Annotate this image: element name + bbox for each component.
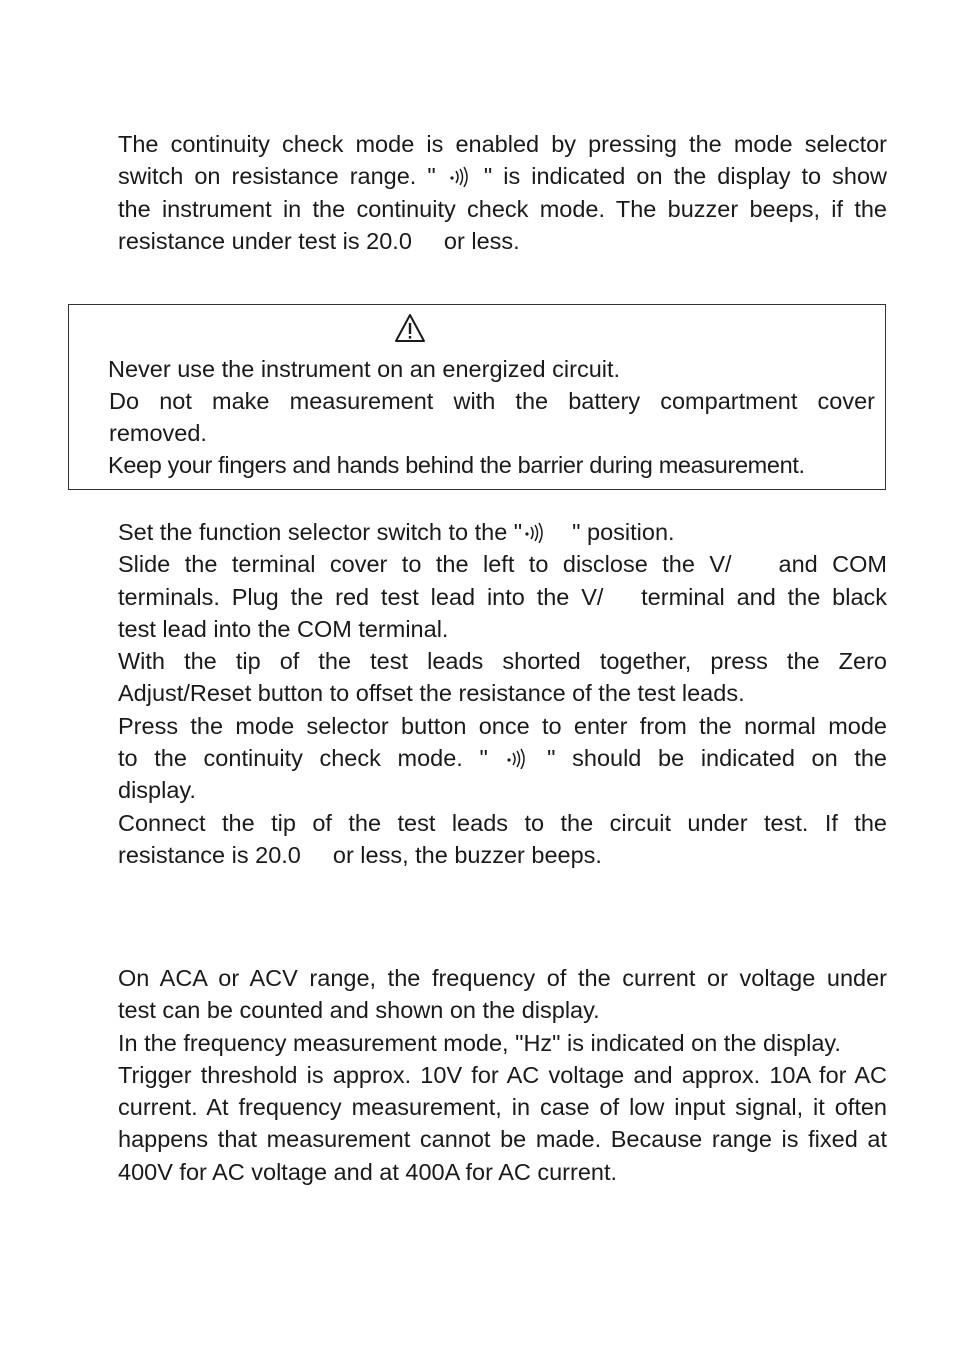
frequency-line-3: In the frequency measurement mode, "Hz" is indicated on the display. <box>118 1029 841 1056</box>
step-2-line-3: test lead into the COM terminal. <box>118 615 449 642</box>
step-3-line-1: With the tip of the test leads shorted together, press the Zero <box>118 648 887 675</box>
step-4-line-3: display. <box>118 777 196 804</box>
step-4-line-2: to the continuity check mode. " " should be indicated on the <box>118 745 887 772</box>
buzzer-icon <box>504 747 530 769</box>
step-2-line-1: Slide the terminal cover to the left to disclose the V/ and COM <box>118 551 887 578</box>
frequency-line-7: 400V for AC voltage and at 400A for AC current. <box>118 1158 618 1185</box>
buzzer-icon <box>447 165 473 187</box>
frequency-line-4: Trigger threshold is approx. 10V for AC voltage and approx. 10A for AC <box>118 1061 887 1088</box>
warning-item-3: Keep your fingers and hands behind the barrier during measurement. <box>108 452 805 478</box>
frequency-line-6: happens that measurement cannot be made. Because range is fixed at <box>118 1126 887 1153</box>
procedure-steps <box>118 516 887 871</box>
frequency-line-2: test can be counted and shown on the display. <box>118 997 600 1024</box>
intro-line-2: switch on resistance range. " " is indicated on the display to show <box>118 163 888 190</box>
warning-item-2-line-2: removed. <box>109 420 207 446</box>
step-5-line-2: resistance is 20.0 or less, the buzzer beeps. <box>118 841 602 868</box>
frequency-paragraph <box>118 962 887 1188</box>
intro-line-1: The continuity check mode is enabled by pressing the mode selector <box>118 131 887 157</box>
intro-line-3: the instrument in the continuity check mode. The buzzer beeps, if the <box>118 195 887 222</box>
step-2-line-2: terminals. Plug the red test lead into the V/ terminal and the black <box>118 583 888 610</box>
frequency-line-5: current. At frequency measurement, in case of low input signal, it often <box>118 1094 887 1121</box>
buzzer-icon <box>522 521 548 543</box>
warning-triangle-icon <box>394 313 426 343</box>
intro-paragraph <box>118 128 887 257</box>
warning-item-1: Never use the instrument on an energized circuit. <box>108 356 621 382</box>
intro-line-4: resistance under test is 20.0 or less. <box>118 227 520 254</box>
frequency-line-1: On ACA or ACV range, the frequency of the current or voltage under <box>118 965 887 991</box>
step-5-line-1: Connect the tip of the test leads to the circuit under test. If the <box>118 809 887 836</box>
warning-box <box>68 304 886 490</box>
step-4-line-1: Press the mode selector button once to enter from the normal mode <box>118 712 887 739</box>
warning-item-2-line-1: Do not make measurement with the battery compartment cover <box>109 388 875 414</box>
step-3-line-2: Adjust/Reset button to offset the resistance of the test leads. <box>118 680 745 707</box>
step-1: Set the function selector switch to the " " position. <box>118 519 675 545</box>
